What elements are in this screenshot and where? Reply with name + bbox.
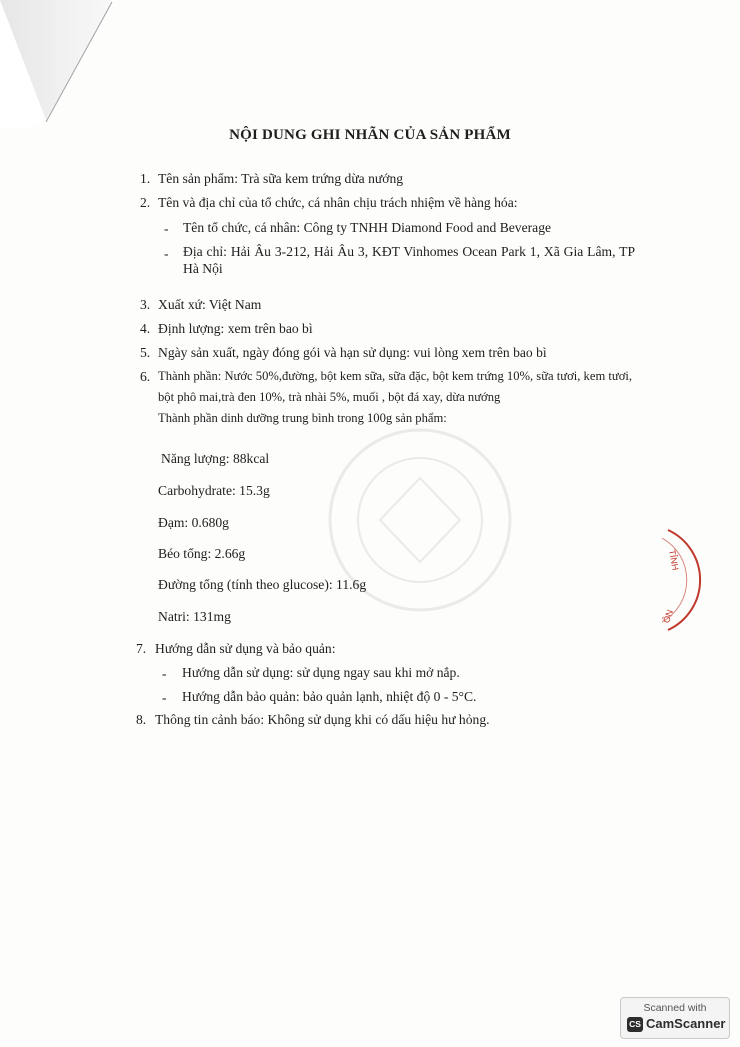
camscanner-logo-icon: CS — [627, 1017, 643, 1032]
item-2-dash-2: - — [164, 246, 169, 261]
camscanner-caption: Scanned with — [643, 1002, 707, 1014]
item-7-usage-instructions: Hướng dẫn sử dụng: sử dụng ngay sau khi mở nắp. — [182, 665, 460, 680]
item-2-organization: Tên tổ chức, cá nhân: Công ty TNHH Diamond Food and Beverage — [183, 220, 552, 235]
nutrition-intro: Thành phần dinh dưỡng trung bình trong 100g sản phẩm: — [158, 411, 447, 425]
item-2-address-line-1: Địa chỉ: Hải Âu 3-212, Hải Âu 3, KĐT Vinhomes Ocean Park 1, Xã Gia Lâm, TP — [183, 244, 635, 259]
item-6-ingredients-line-1: Thành phần: Nước 50%,đường, bột kem sữa, sữa đặc, bột kem trứng 10%, sữa tươi, kem tươi, — [158, 369, 633, 383]
item-7-dash-2: - — [162, 690, 167, 705]
item-8-warning: Thông tin cảnh báo: Không sử dụng khi có dấu hiệu hư hỏng. — [155, 712, 490, 727]
item-7-usage-storage: Hướng dẫn sử dụng và bảo quản: — [155, 641, 336, 656]
item-7-storage-instructions: Hướng dẫn bảo quản: bảo quản lạnh, nhiệt độ 0 - 5°C. — [182, 689, 477, 704]
seal-text-1: TỈNH — [666, 548, 681, 572]
nutrition-carbohydrate: Carbohydrate: 15.3g — [158, 483, 270, 498]
red-seal-edge — [640, 520, 740, 645]
item-5-number: 5. — [140, 345, 151, 360]
item-3-number: 3. — [140, 297, 151, 312]
item-6-number: 6. — [140, 369, 151, 384]
item-4-number: 4. — [140, 321, 151, 336]
item-7-dash-1: - — [162, 666, 167, 681]
nutrition-sodium: Natri: 131mg — [158, 609, 231, 624]
nutrition-protein: Đạm: 0.680g — [158, 515, 229, 530]
nutrition-total-fat: Béo tổng: 2.66g — [158, 546, 246, 561]
nutrition-energy: Năng lượng: 88kcal — [161, 451, 270, 466]
item-4-quantity: Định lượng: xem trên bao bì — [158, 321, 313, 336]
page-fold-shadow — [0, 0, 130, 130]
item-6-ingredients-line-2: bột phô mai,trà đen 10%, trà nhài 5%, muối , bột đá xay, dừa nướng — [158, 390, 501, 404]
item-3-origin: Xuất xứ: Việt Nam — [158, 297, 262, 312]
camscanner-name: CamScanner — [646, 1016, 726, 1031]
item-2-number: 2. — [140, 195, 151, 210]
document-title: NỘI DUNG GHI NHÃN CỦA SẢN PHẨM — [229, 127, 511, 143]
item-7-number: 7. — [136, 641, 147, 656]
item-1-number: 1. — [140, 171, 151, 186]
item-2-responsible-party: Tên và địa chỉ của tổ chức, cá nhân chịu trách nhiệm về hàng hóa: — [158, 195, 518, 210]
item-8-number: 8. — [136, 712, 147, 727]
seal-text-2: ÔN — [661, 608, 676, 625]
item-5-dates: Ngày sản xuất, ngày đóng gói và hạn sử dụng: vui lòng xem trên bao bì — [158, 345, 547, 360]
item-2-address-line-2: Hà Nội — [183, 261, 223, 276]
camscanner-watermark — [620, 997, 730, 1039]
nutrition-total-sugar: Đường tổng (tính theo glucose): 11.6g — [158, 577, 367, 592]
item-1-product-name: Tên sản phẩm: Trà sữa kem trứng dừa nướng — [158, 171, 404, 186]
item-2-dash-1: - — [164, 221, 169, 236]
